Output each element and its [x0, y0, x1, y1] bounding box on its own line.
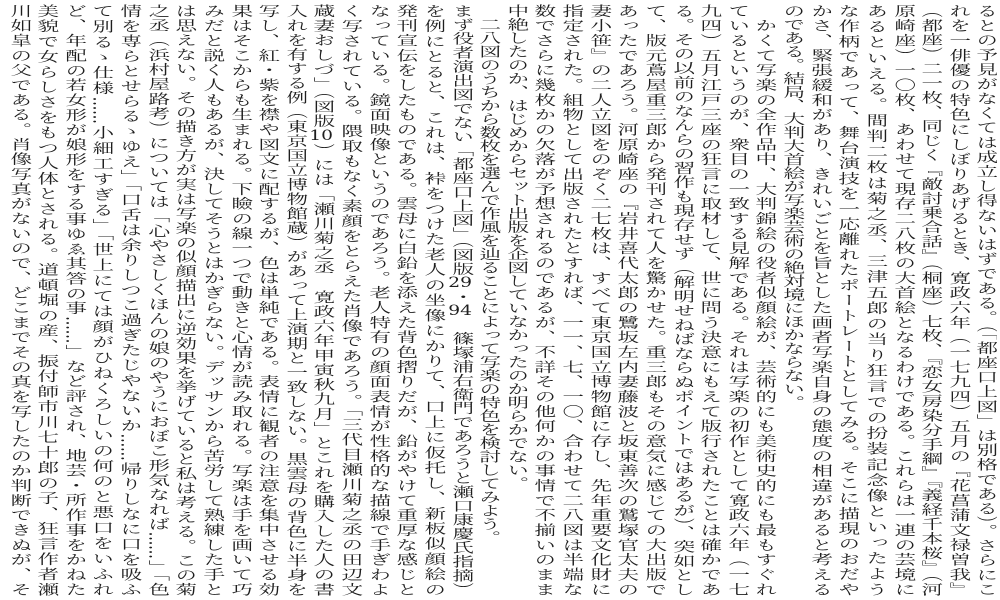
text-line: 九四）五月江戸三座の狂言に取材して、世に問う決意にもえて版行されたことは確かであ	[695, 4, 722, 596]
text-line: は思えない。その描き方が実は写楽の似顔描出に逆効果を挙げていると私は考える。この菊	[170, 4, 197, 596]
document-page	[2, 4, 997, 596]
text-line: 蔵妻おしづ」（図版10）には「瀬川菊之丞 寛政六年甲寅秋九月」とこれを購入した人の書	[308, 4, 335, 596]
text-line: 之丞（浜村屋路考）については「心やさしくほんの娘のやうにおぼこ形気なれば……」「色	[142, 4, 169, 596]
text-line: ど、年配の若女形が娘形をする事ゆゑ其答の事……」など評され、地芸・所作事をかねた	[60, 4, 86, 596]
paragraph	[776, 4, 997, 596]
text-line: て、版元蔦屋重三郎から発刊されて人を驚かせた。重三郎もその意気に感じての大出版で	[640, 4, 666, 596]
paragraph	[500, 4, 776, 596]
text-line: 二八図のうちから数枚を選んで作風を辿ることによって写楽の特色を検討してみよう。	[474, 4, 501, 544]
text-line: かさ、緊張緩和があり、きれいごとを旨とした画者写楽自身の態度の相違があると考える	[805, 4, 832, 596]
text-line: を例にとると、これは、裃をつけた老人の坐像にかりて、口上に仮托し、新板似顔絵の	[419, 4, 445, 596]
text-line: かくて写楽の全作品中、大判錦絵の役者似顔絵が、芸術的にも美術史的にも最もすぐれ	[750, 4, 777, 596]
text-line: 果はそこからも生まれる。下瞼の線一つで動きと心情が読み取れる。写楽は手を画いて巧	[225, 4, 252, 596]
text-line: 中絶したのか、はじめからセット出版を企図していなかったのか明らかでない。	[502, 4, 528, 490]
text-line: （都座）二一枚、同じく『敵討乗合話』（桐座）七枚、『恋女房染分手綱』『義経千本桜』（河	[916, 4, 943, 596]
text-line: 妻小笹』の二人立図をのぞく二七枚は、すべて東京国立博物館に存し、先年重要文化財に	[584, 4, 611, 596]
text-line: あるといえる。間判二枚は菊之丞、三津五郎の当り狂言での扮装記念像といったよう	[861, 4, 887, 596]
text-line: 指定された。組物として出版されたとすれば、一一、七、一〇、合わせて二八図は半端な	[557, 4, 583, 596]
figure-number: 94	[447, 303, 472, 318]
text-line: まず役者演出図でない「都座口上図」（図版29・94 篠塚浦右衛門であろうと瀬口康慶氏指摘）	[446, 4, 473, 596]
text-line: く写されている。隈取もなく素顔をとらえた肖像であろう。「三代目瀬川菊之丞の田辺文	[336, 4, 362, 596]
text-line: れを一俳優の特色にしぼりあげるとき、寛政六年（一七九四）五月の『花菖蒲文禄曽我』	[944, 4, 970, 596]
text-line: 写し、紅・紫を襟や図文に配するが、色は単純である。表情に観者の注意を集中させる効	[253, 4, 280, 596]
text-line: ているというのが、衆目の一致する見解である。それは写楽の初作として寛政六年（一七	[723, 4, 749, 596]
text-line: 美貌で女らしさをもつ人体とされる。道頓堀の産、振付師市川七十郎の子、狂言作者瀬	[32, 4, 59, 596]
text-line: 原崎座）一〇枚、あわせて現存二八枚の大首絵となるわけである。これらは一連の芸境に	[888, 4, 915, 596]
text-line: て別るゝ仕様……小細工すぎる」「世上にては顔がひねくろしいの何のと悪口をいふれ	[87, 4, 114, 596]
text-line: みだと説く人もあるが、決してそうとはかぎらない。デッサンから苦労して熟練した手と	[198, 4, 224, 596]
text-line: 数でさらに幾枚かの欠落が予想されるのであるが、不詳その他何かの事情で不揃いのまま	[529, 4, 556, 596]
text-line: 入れを有する例（東京国立博物館蔵）があって上演期と一致しない。黒雲母の背色に半身を	[281, 4, 307, 596]
text-line: なっている。鏡面映像というのであろう。老人特有の顔面表情が性格的な描線で手ぎわよ	[363, 4, 390, 596]
text-line: る。その以前のなんらの習作も現存せず（解明せねばならぬポイントではあるが）、突如とし	[667, 4, 694, 596]
figure-number: 29	[447, 275, 472, 290]
figure-number: 10	[309, 128, 334, 143]
text-line: るとの予見がなくては成立し得ないはずである。（「都座口上図」は別格である）。さらにこ	[971, 4, 997, 596]
text-line: 発刊宣伝をしたものである。雲母に白鉛を添えた背色摺りだが、鉛がやけて重厚な感じと	[391, 4, 418, 596]
paragraph	[3, 4, 473, 596]
text-line: 川如皐の父である。肖像写真がないので、どこまでその真を写したのか判断できぬが、そ	[4, 4, 31, 596]
text-line: あったであろう。河原崎座の『岩井喜代太郎の鷺坂左内妻藤波と坂東善次の鷲塚官太夫の	[612, 4, 639, 596]
text-line: 情を専らとせらるゝゆえ」「口舌は余りしつこ過ぎたじやないか……帰りしなに口を吸ふ	[115, 4, 141, 596]
text-line: のである。結局、大判大首絵が写楽芸術の絶対境にほかならない。	[778, 4, 804, 409]
text-line: な作柄であって、舞台演技を一応離れたポートレートとしてみる。そこに描現のおだや	[833, 4, 860, 596]
